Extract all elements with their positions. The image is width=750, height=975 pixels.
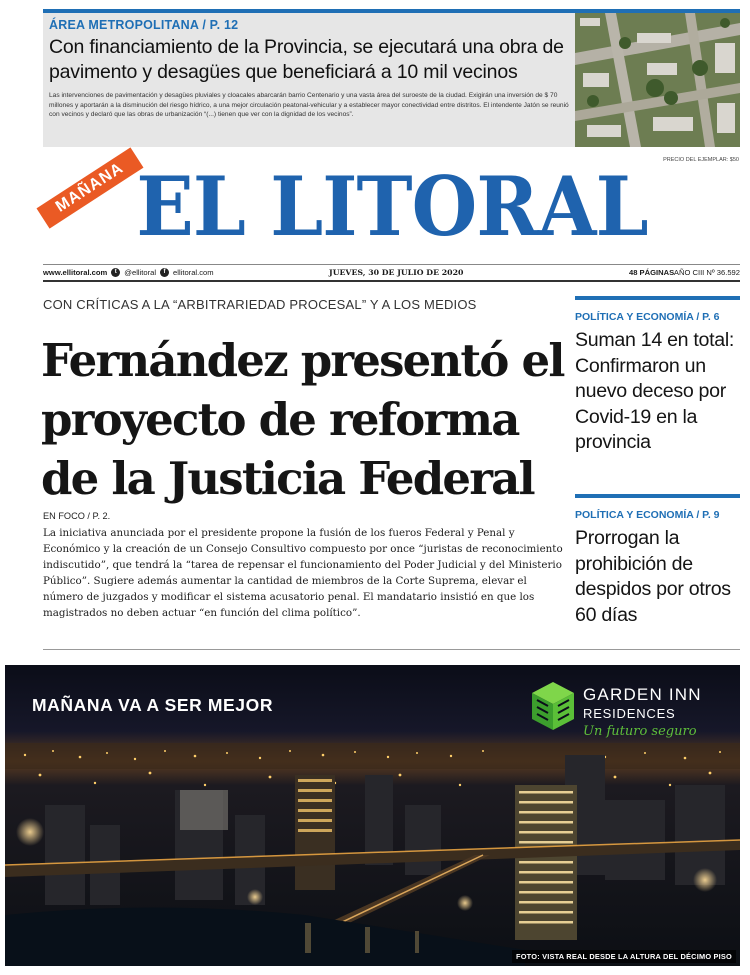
manana-ribbon: MAÑANA (36, 147, 143, 228)
teaser-text (49, 18, 571, 120)
sidebar-story-covid[interactable] (575, 296, 740, 456)
top-teaser[interactable] (43, 9, 740, 147)
garden-inn-advertisement[interactable] (5, 665, 740, 966)
newspaper-logo[interactable]: EL LITORAL (136, 160, 648, 255)
website-link[interactable]: www.ellitoral.com (43, 268, 108, 277)
page-count: 48 PÁGINAS (629, 268, 675, 277)
section-divider (43, 649, 740, 650)
edition-date: JUEVES, 30 DE JULIO DE 2020 (329, 268, 464, 277)
teaser-section-label[interactable]: ÁREA METROPOLITANA / P. 12 (49, 18, 239, 32)
ad-photo-caption: FOTO: VISTA REAL DESDE LA ALTURA DEL DÉCIMO PISO (512, 950, 736, 963)
sidebar-headline[interactable]: Prorrogan la prohibición de despidos por otros 60 días (575, 527, 731, 626)
sidebar-section-label[interactable]: POLÍTICA Y ECONOMÍA / P. 9 (575, 509, 720, 521)
main-story-body: La iniciativa anunciada por el presidente propone la fusión de los fueros Federal y Penal y Económico y la creación de un Consejo Consultivo compuesto por once “juristas de reconocimiento indiscutido”, que tendrá la “tarea de repensar el funcionamiento del Poder Judicial y del Ministerio Público”. Sugiere además aumentar la cantidad de miembros de la Corte Suprema, elevar el número de juzgados y modificar el sistema acusatorio penal. El mandatario insistió en que los magistrados no deben actuar “en función del clima político”. (43, 527, 563, 619)
social-links (43, 268, 214, 277)
ad-slogan: MAÑANA VA A SER MEJOR (32, 695, 274, 715)
main-story-section-link[interactable]: EN FOCO / P. 2. (43, 511, 111, 521)
ad-brand-subtitle: RESIDENCES (583, 706, 676, 721)
sidebar-story-despidos[interactable] (575, 494, 740, 628)
sidebar-headline[interactable]: Suman 14 en total: Confirmaron un nuevo deceso por Covid-19 en la provincia (575, 329, 735, 453)
twitter-icon[interactable]: t (111, 268, 120, 277)
garden-inn-logo[interactable] (530, 680, 730, 740)
ad-tagline: Un futuro seguro (583, 724, 697, 739)
masthead-meta-bar (43, 264, 740, 282)
edition-number: AÑO CIII Nº 36.592 (673, 268, 740, 277)
main-headline[interactable]: Fernández presentó el proyecto de reforma de la Justicia Federal (41, 334, 564, 505)
main-story-kicker: CON CRÍTICAS A LA “ARBITRARIEDAD PROCESAL” Y A LOS MEDIOS (43, 297, 477, 312)
facebook-icon[interactable]: f (160, 268, 169, 277)
teaser-aerial-photo[interactable] (575, 13, 740, 147)
facebook-handle[interactable]: ellitoral.com (173, 268, 214, 277)
issue-price: PRECIO DEL EJEMPLAR: $50 (663, 157, 739, 163)
teaser-headline[interactable]: Con financiamiento de la Provincia, se ejecutará una obra de pavimento y desagües que beneficiará a 10 mil vecinos (49, 36, 564, 83)
garden-inn-cube-icon (530, 680, 576, 732)
sidebar-section-label[interactable]: POLÍTICA Y ECONOMÍA / P. 6 (575, 311, 720, 323)
teaser-body: Las intervenciones de pavimentación y desagües pluviales y cloacales abarcarán barrio Centenario y una vasta área del suroeste de la ciudad. Exigirán una inversión de $ 70 millones y aportarán a la disminución del riesgo hídrico, a una mejor circulación peatonal-vehicular y a establecer mayor conectividad entre distritos. El intendente Jatón se reunió con vecinos y declaró que las obras de urbanización “(...) tienen que ver con la dignidad de los vecinos”. (49, 92, 569, 119)
ad-brand-name: GARDEN INN (583, 685, 702, 704)
twitter-handle[interactable]: @ellitoral (124, 268, 157, 277)
